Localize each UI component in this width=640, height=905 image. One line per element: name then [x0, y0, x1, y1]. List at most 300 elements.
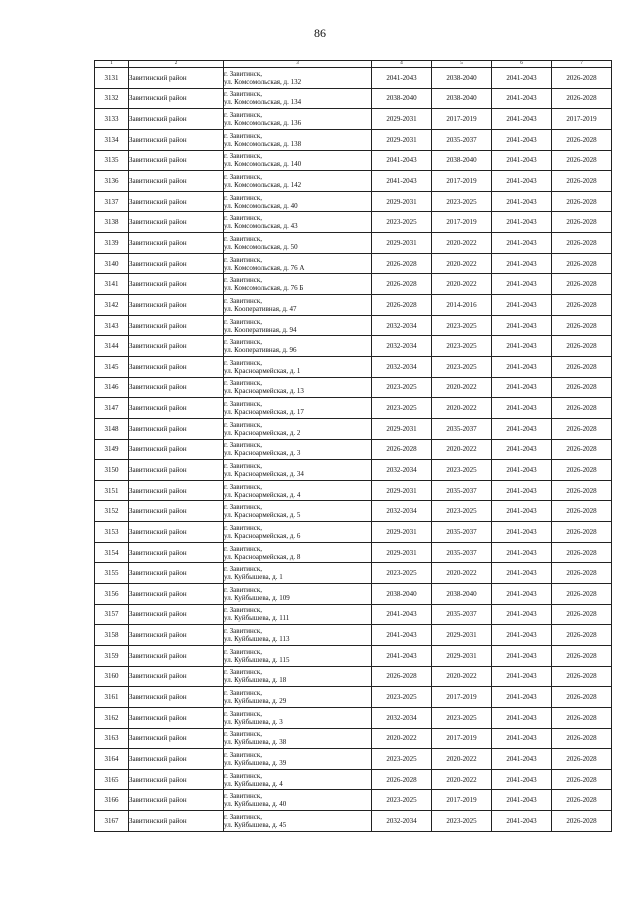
period-col-6: 2041-2043: [492, 253, 552, 274]
address-cell: [224, 191, 372, 212]
district-cell: Завитинский район: [129, 604, 224, 625]
period-col-6: 2041-2043: [492, 233, 552, 254]
address-cell: [224, 480, 372, 501]
period-col-5: 2023-2025: [432, 336, 492, 357]
district-cell: Завитинский район: [129, 336, 224, 357]
period-col-4: 2029-2031: [372, 129, 432, 150]
period-col-6: 2041-2043: [492, 171, 552, 192]
row-number: 3161: [95, 687, 129, 708]
address-cell: [224, 687, 372, 708]
period-col-6: 2041-2043: [492, 522, 552, 543]
period-col-5: 2020-2022: [432, 398, 492, 419]
address-city: г. Завитинск,: [224, 152, 263, 161]
address-cell: [224, 439, 372, 460]
address-city: г. Завитинск,: [224, 503, 263, 512]
address-street: ул. Куйбышева, д. 111: [224, 614, 290, 623]
period-col-4: 2026-2028: [372, 769, 432, 790]
address-city: г. Завитинск,: [224, 420, 263, 429]
period-col-4: 2023-2025: [372, 687, 432, 708]
address-cell: [224, 336, 372, 357]
address-street: ул. Куйбышева, д. 109: [224, 593, 290, 602]
row-number: 3136: [95, 171, 129, 192]
period-col-4: 2029-2031: [372, 191, 432, 212]
period-col-4: 2026-2028: [372, 666, 432, 687]
period-col-7: 2026-2028: [552, 480, 612, 501]
period-col-7: 2026-2028: [552, 377, 612, 398]
address-city: г. Завитинск,: [224, 441, 263, 450]
address-street: ул. Кооперативная, д. 96: [224, 346, 297, 355]
row-number: 3139: [95, 233, 129, 254]
period-col-7: 2026-2028: [552, 88, 612, 109]
table-row: [95, 666, 612, 687]
address-street: ул. Комсомольская, д. 138: [224, 139, 302, 148]
table-row: [95, 439, 612, 460]
row-number: 3132: [95, 88, 129, 109]
district-cell: Завитинский район: [129, 377, 224, 398]
row-number: 3153: [95, 522, 129, 543]
address-city: г. Завитинск,: [224, 379, 263, 388]
column-number: 1: [95, 61, 129, 68]
period-col-7: 2026-2028: [552, 68, 612, 89]
address-city: г. Завитинск,: [224, 131, 263, 140]
district-cell: Завитинский район: [129, 790, 224, 811]
period-col-5: 2023-2025: [432, 315, 492, 336]
row-number: 3154: [95, 542, 129, 563]
period-col-4: 2026-2028: [372, 295, 432, 316]
district-cell: Завитинский район: [129, 645, 224, 666]
period-col-7: 2026-2028: [552, 604, 612, 625]
period-col-5: 2020-2022: [432, 377, 492, 398]
row-number: 3157: [95, 604, 129, 625]
table-body: [95, 68, 612, 832]
period-col-7: 2026-2028: [552, 501, 612, 522]
period-col-4: 2023-2025: [372, 212, 432, 233]
address-street: ул. Комсомольская, д. 76 Б: [224, 284, 304, 293]
period-col-6: 2041-2043: [492, 501, 552, 522]
period-col-4: 2029-2031: [372, 542, 432, 563]
row-number: 3143: [95, 315, 129, 336]
period-col-5: 2017-2019: [432, 728, 492, 749]
address-cell: [224, 460, 372, 481]
table-row: [95, 398, 612, 419]
period-col-5: 2035-2037: [432, 522, 492, 543]
period-col-4: 2029-2031: [372, 522, 432, 543]
address-city: г. Завитинск,: [224, 400, 263, 409]
period-col-7: 2026-2028: [552, 398, 612, 419]
row-number: 3135: [95, 150, 129, 171]
period-col-5: 2038-2040: [432, 150, 492, 171]
period-col-4: 2023-2025: [372, 377, 432, 398]
address-street: ул. Кооперативная, д. 94: [224, 325, 297, 334]
period-col-6: 2041-2043: [492, 398, 552, 419]
district-cell: Завитинский район: [129, 68, 224, 89]
table-row: [95, 790, 612, 811]
row-number: 3156: [95, 584, 129, 605]
period-col-4: 2041-2043: [372, 604, 432, 625]
address-cell: [224, 604, 372, 625]
period-col-4: 2038-2040: [372, 88, 432, 109]
address-cell: [224, 171, 372, 192]
period-col-6: 2041-2043: [492, 274, 552, 295]
address-city: г. Завитинск,: [224, 565, 263, 574]
address-cell: [224, 769, 372, 790]
period-col-6: 2041-2043: [492, 315, 552, 336]
district-cell: Завитинский район: [129, 171, 224, 192]
address-city: г. Завитинск,: [224, 812, 263, 821]
row-number: 3164: [95, 749, 129, 770]
address-city: г. Завитинск,: [224, 193, 263, 202]
period-col-5: 2038-2040: [432, 68, 492, 89]
row-number: 3158: [95, 625, 129, 646]
address-city: г. Завитинск,: [224, 668, 263, 677]
district-cell: Завитинский район: [129, 398, 224, 419]
address-city: г. Завитинск,: [224, 647, 263, 656]
address-city: г. Завитинск,: [224, 523, 263, 532]
address-city: г. Завитинск,: [224, 90, 263, 99]
period-col-5: 2020-2022: [432, 439, 492, 460]
period-col-4: 2038-2040: [372, 584, 432, 605]
table-row: [95, 274, 612, 295]
address-street: ул. Комсомольская, д. 140: [224, 160, 302, 169]
address-cell: [224, 418, 372, 439]
table-row: [95, 150, 612, 171]
row-number: 3160: [95, 666, 129, 687]
address-city: г. Завитинск,: [224, 317, 263, 326]
period-col-7: 2026-2028: [552, 522, 612, 543]
period-col-5: 2023-2025: [432, 191, 492, 212]
address-cell: [224, 212, 372, 233]
period-col-7: 2026-2028: [552, 274, 612, 295]
district-cell: Завитинский район: [129, 274, 224, 295]
row-number: 3159: [95, 645, 129, 666]
period-col-4: 2041-2043: [372, 68, 432, 89]
column-number: 2: [129, 61, 224, 68]
table-row: [95, 356, 612, 377]
period-col-6: 2041-2043: [492, 666, 552, 687]
period-col-7: 2026-2028: [552, 707, 612, 728]
period-col-5: 2023-2025: [432, 356, 492, 377]
address-cell: [224, 295, 372, 316]
period-col-4: 2026-2028: [372, 439, 432, 460]
address-cell: [224, 542, 372, 563]
table-row: [95, 129, 612, 150]
address-cell: [224, 666, 372, 687]
period-col-4: 2032-2034: [372, 707, 432, 728]
period-col-6: 2041-2043: [492, 212, 552, 233]
period-col-5: 2035-2037: [432, 542, 492, 563]
period-col-6: 2041-2043: [492, 480, 552, 501]
period-col-6: 2041-2043: [492, 377, 552, 398]
period-col-6: 2041-2043: [492, 769, 552, 790]
period-col-5: 2017-2019: [432, 212, 492, 233]
period-col-5: 2035-2037: [432, 129, 492, 150]
period-col-5: 2023-2025: [432, 501, 492, 522]
table-row: [95, 584, 612, 605]
row-number: 3138: [95, 212, 129, 233]
period-col-4: 2023-2025: [372, 563, 432, 584]
period-col-5: 2038-2040: [432, 88, 492, 109]
row-number: 3166: [95, 790, 129, 811]
row-number: 3141: [95, 274, 129, 295]
period-col-6: 2041-2043: [492, 790, 552, 811]
address-city: г. Завитинск,: [224, 627, 263, 636]
period-col-7: 2026-2028: [552, 418, 612, 439]
page-number: 86: [314, 26, 326, 40]
address-city: г. Завитинск,: [224, 792, 263, 801]
row-number: 3165: [95, 769, 129, 790]
period-col-4: 2029-2031: [372, 418, 432, 439]
address-cell: [224, 522, 372, 543]
address-cell: [224, 315, 372, 336]
address-city: г. Завитинск,: [224, 173, 263, 182]
row-number: 3131: [95, 68, 129, 89]
address-street: ул. Куйбышева, д. 40: [224, 800, 287, 809]
address-city: г. Завитинск,: [224, 276, 263, 285]
period-col-6: 2041-2043: [492, 295, 552, 316]
period-col-6: 2041-2043: [492, 707, 552, 728]
period-col-7: 2026-2028: [552, 625, 612, 646]
address-street: ул. Красноармейская, д. 13: [224, 387, 304, 396]
period-col-4: 2026-2028: [372, 274, 432, 295]
address-street: ул. Красноармейская, д. 3: [224, 449, 301, 458]
period-col-5: 2023-2025: [432, 707, 492, 728]
row-number: 3146: [95, 377, 129, 398]
district-cell: Завитинский район: [129, 584, 224, 605]
period-col-6: 2041-2043: [492, 563, 552, 584]
district-cell: Завитинский район: [129, 769, 224, 790]
address-city: г. Завитинск,: [224, 255, 263, 264]
district-cell: Завитинский район: [129, 480, 224, 501]
address-city: г. Завитинск,: [224, 730, 263, 739]
period-col-7: 2026-2028: [552, 687, 612, 708]
period-col-6: 2041-2043: [492, 645, 552, 666]
period-col-4: 2032-2034: [372, 460, 432, 481]
address-street: ул. Красноармейская, д. 8: [224, 552, 301, 561]
period-col-7: 2026-2028: [552, 790, 612, 811]
district-cell: Завитинский район: [129, 295, 224, 316]
table-row: [95, 563, 612, 584]
table-row: [95, 645, 612, 666]
table-row: [95, 212, 612, 233]
column-number-row: [95, 61, 612, 68]
table-row: [95, 336, 612, 357]
period-col-5: 2020-2022: [432, 274, 492, 295]
address-street: ул. Красноармейская, д. 5: [224, 511, 301, 520]
row-number: 3144: [95, 336, 129, 357]
period-col-6: 2041-2043: [492, 336, 552, 357]
address-city: г. Завитинск,: [224, 585, 263, 594]
period-col-7: 2026-2028: [552, 584, 612, 605]
period-col-6: 2041-2043: [492, 150, 552, 171]
period-col-6: 2041-2043: [492, 109, 552, 130]
period-col-6: 2041-2043: [492, 604, 552, 625]
table-row: [95, 191, 612, 212]
district-cell: Завитинский район: [129, 687, 224, 708]
period-col-5: 2020-2022: [432, 563, 492, 584]
district-cell: Завитинский район: [129, 150, 224, 171]
period-col-7: 2026-2028: [552, 336, 612, 357]
row-number: 3137: [95, 191, 129, 212]
table-row: [95, 109, 612, 130]
period-col-4: 2041-2043: [372, 171, 432, 192]
housing-schedule-table: [94, 60, 612, 832]
table-row: [95, 233, 612, 254]
address-street: ул. Красноармейская, д. 4: [224, 490, 301, 499]
period-col-7: 2026-2028: [552, 253, 612, 274]
period-col-4: 2032-2034: [372, 336, 432, 357]
address-cell: [224, 584, 372, 605]
district-cell: Завитинский район: [129, 356, 224, 377]
period-col-7: 2026-2028: [552, 645, 612, 666]
table-row: [95, 171, 612, 192]
address-cell: [224, 233, 372, 254]
district-cell: Завитинский район: [129, 418, 224, 439]
address-cell: [224, 501, 372, 522]
table-row: [95, 707, 612, 728]
district-cell: Завитинский район: [129, 460, 224, 481]
district-cell: Завитинский район: [129, 439, 224, 460]
address-cell: [224, 253, 372, 274]
period-col-7: 2026-2028: [552, 212, 612, 233]
period-col-5: 2023-2025: [432, 460, 492, 481]
address-street: ул. Куйбышева, д. 29: [224, 697, 287, 706]
table-row: [95, 749, 612, 770]
period-col-4: 2041-2043: [372, 645, 432, 666]
address-street: ул. Куйбышева, д. 1: [224, 573, 283, 582]
district-cell: Завитинский район: [129, 707, 224, 728]
district-cell: Завитинский район: [129, 212, 224, 233]
address-street: ул. Комсомольская, д. 43: [224, 222, 298, 231]
period-col-7: 2026-2028: [552, 315, 612, 336]
address-city: г. Завитинск,: [224, 461, 263, 470]
table-row: [95, 542, 612, 563]
period-col-4: 2041-2043: [372, 625, 432, 646]
period-col-6: 2041-2043: [492, 728, 552, 749]
row-number: 3140: [95, 253, 129, 274]
period-col-4: 2029-2031: [372, 109, 432, 130]
column-number: 5: [432, 61, 492, 68]
address-city: г. Завитинск,: [224, 689, 263, 698]
row-number: 3150: [95, 460, 129, 481]
table-row: [95, 295, 612, 316]
row-number: 3142: [95, 295, 129, 316]
table-row: [95, 728, 612, 749]
district-cell: Завитинский район: [129, 625, 224, 646]
column-number: 3: [224, 61, 372, 68]
address-cell: [224, 625, 372, 646]
district-cell: Завитинский район: [129, 542, 224, 563]
period-col-5: 2020-2022: [432, 749, 492, 770]
period-col-5: 2029-2031: [432, 625, 492, 646]
table-row: [95, 604, 612, 625]
address-city: г. Завитинск,: [224, 234, 263, 243]
row-number: 3149: [95, 439, 129, 460]
address-street: ул. Комсомольская, д. 134: [224, 98, 302, 107]
address-cell: [224, 728, 372, 749]
address-cell: [224, 129, 372, 150]
address-city: г. Завитинск,: [224, 338, 263, 347]
district-cell: Завитинский район: [129, 749, 224, 770]
period-col-5: 2023-2025: [432, 811, 492, 832]
table-row: [95, 68, 612, 89]
address-street: ул. Куйбышева, д. 115: [224, 655, 290, 664]
period-col-4: 2023-2025: [372, 398, 432, 419]
period-col-6: 2041-2043: [492, 356, 552, 377]
address-cell: [224, 356, 372, 377]
period-col-5: 2020-2022: [432, 253, 492, 274]
period-col-7: 2026-2028: [552, 749, 612, 770]
period-col-7: 2026-2028: [552, 129, 612, 150]
period-col-6: 2041-2043: [492, 625, 552, 646]
table-row: [95, 769, 612, 790]
district-cell: Завитинский район: [129, 109, 224, 130]
period-col-6: 2041-2043: [492, 542, 552, 563]
district-cell: Завитинский район: [129, 563, 224, 584]
address-cell: [224, 707, 372, 728]
address-cell: [224, 749, 372, 770]
table-row: [95, 315, 612, 336]
address-street: ул. Красноармейская, д. 6: [224, 531, 301, 540]
district-cell: Завитинский район: [129, 728, 224, 749]
row-number: 3155: [95, 563, 129, 584]
address-street: ул. Куйбышева, д. 38: [224, 738, 287, 747]
table-row: [95, 88, 612, 109]
table-row: [95, 460, 612, 481]
address-cell: [224, 811, 372, 832]
period-col-4: 2023-2025: [372, 790, 432, 811]
address-street: ул. Комсомольская, д. 136: [224, 119, 302, 128]
district-cell: Завитинский район: [129, 666, 224, 687]
period-col-7: 2026-2028: [552, 171, 612, 192]
address-cell: [224, 274, 372, 295]
period-col-5: 2038-2040: [432, 584, 492, 605]
period-col-6: 2041-2043: [492, 460, 552, 481]
period-col-5: 2020-2022: [432, 233, 492, 254]
district-cell: Завитинский район: [129, 129, 224, 150]
table-row: [95, 418, 612, 439]
district-cell: Завитинский район: [129, 253, 224, 274]
address-city: г. Завитинск,: [224, 214, 263, 223]
period-col-6: 2041-2043: [492, 191, 552, 212]
period-col-6: 2041-2043: [492, 687, 552, 708]
period-col-7: 2026-2028: [552, 769, 612, 790]
period-col-7: 2026-2028: [552, 563, 612, 584]
address-cell: [224, 150, 372, 171]
column-number: 7: [552, 61, 612, 68]
period-col-4: 2032-2034: [372, 356, 432, 377]
row-number: 3162: [95, 707, 129, 728]
period-col-5: 2017-2019: [432, 687, 492, 708]
period-col-6: 2041-2043: [492, 88, 552, 109]
address-city: г. Завитинск,: [224, 482, 263, 491]
address-street: ул. Комсомольская, д. 50: [224, 242, 298, 251]
address-cell: [224, 398, 372, 419]
table-row: [95, 687, 612, 708]
period-col-5: 2017-2019: [432, 109, 492, 130]
address-cell: [224, 68, 372, 89]
row-number: 3145: [95, 356, 129, 377]
address-city: г. Завитинск,: [224, 606, 263, 615]
period-col-7: 2026-2028: [552, 439, 612, 460]
address-street: ул. Красноармейская, д. 17: [224, 408, 304, 417]
address-city: г. Завитинск,: [224, 69, 263, 78]
period-col-6: 2041-2043: [492, 129, 552, 150]
address-street: ул. Куйбышева, д. 4: [224, 779, 283, 788]
period-col-5: 2020-2022: [432, 769, 492, 790]
period-col-7: 2026-2028: [552, 460, 612, 481]
district-cell: Завитинский район: [129, 522, 224, 543]
period-col-4: 2032-2034: [372, 315, 432, 336]
